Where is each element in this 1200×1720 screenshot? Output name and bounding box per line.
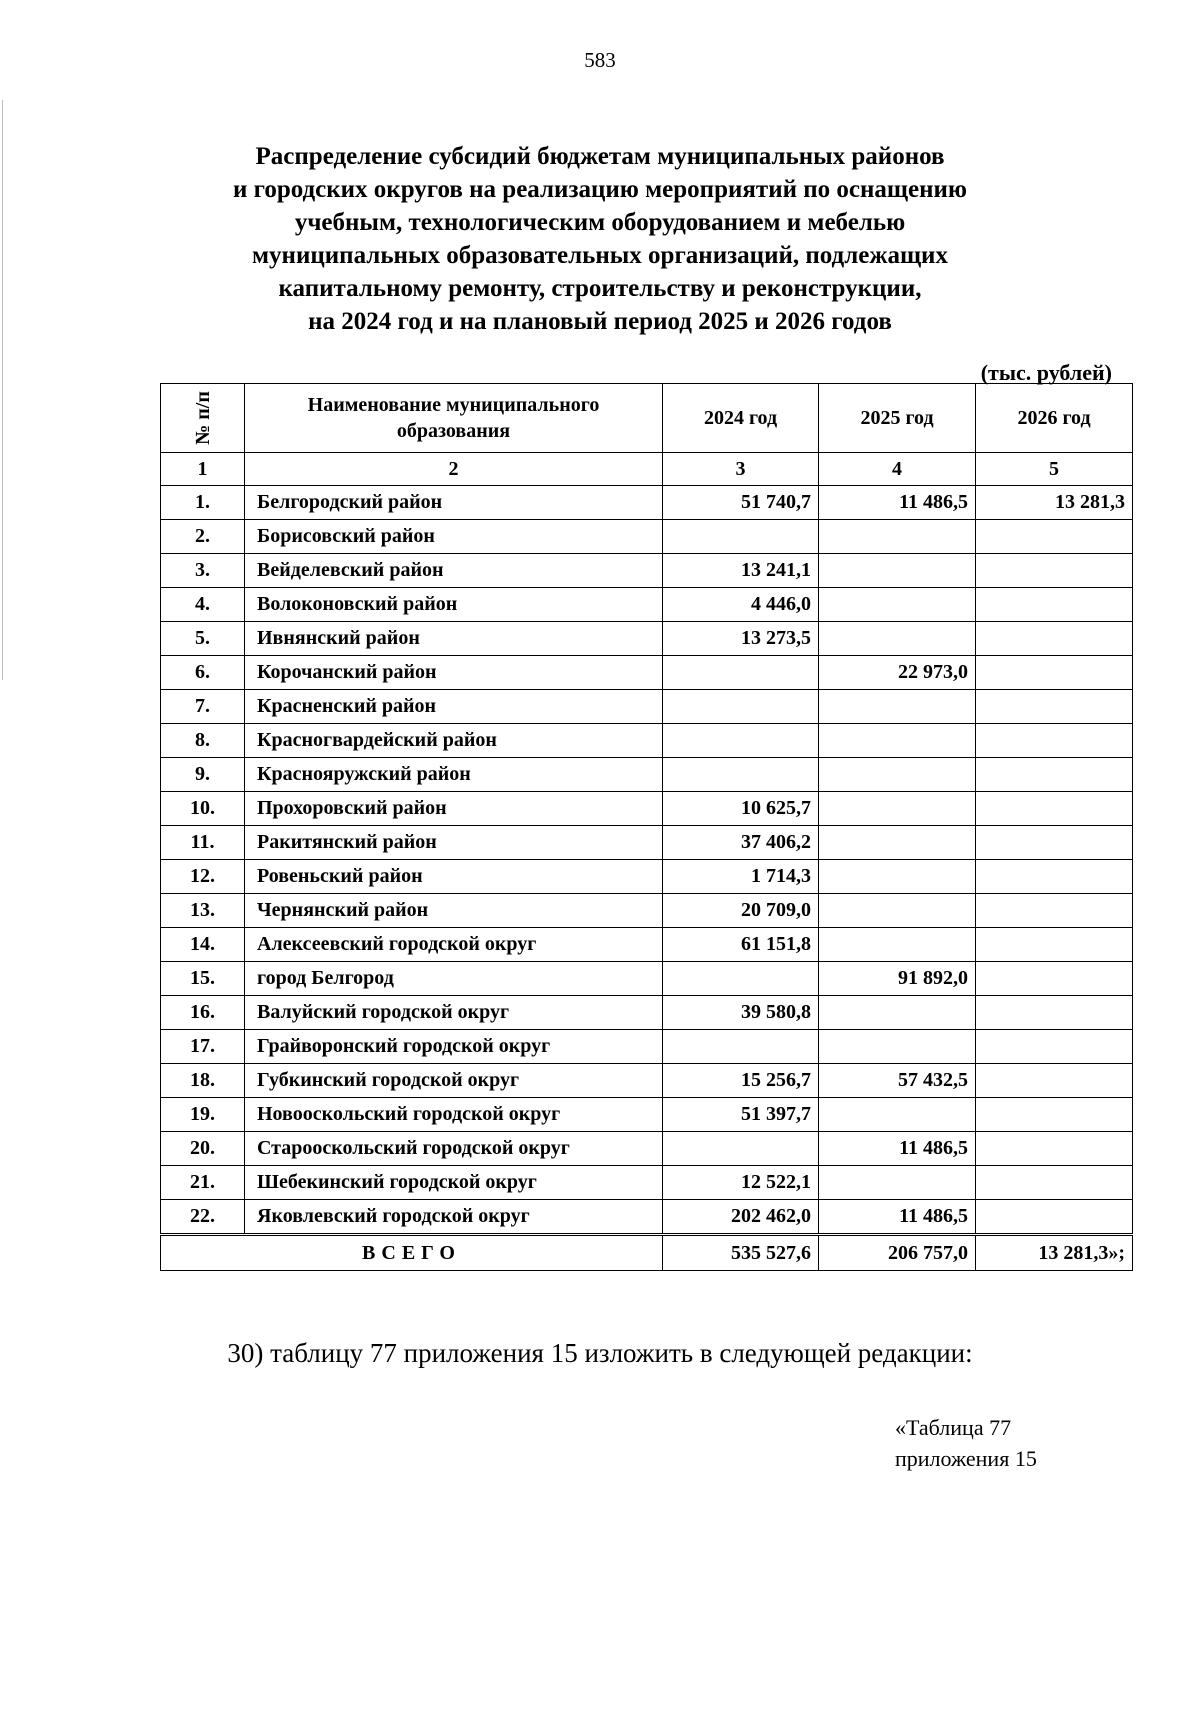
row-number: 17. (161, 1030, 245, 1064)
table-row (161, 724, 1133, 758)
row-number: 18. (161, 1064, 245, 1098)
row-number: 7. (161, 690, 245, 724)
row-value-2024 (663, 1132, 819, 1166)
row-value-2025: 22 973,0 (819, 656, 976, 690)
row-number: 20. (161, 1132, 245, 1166)
title-line: капитальному ремонту, строительству и реконструкции, (278, 275, 922, 302)
row-value-2024: 10 625,7 (663, 792, 819, 826)
row-name: Ивнянский район (245, 622, 663, 656)
row-number: 9. (161, 758, 245, 792)
table-row (161, 690, 1133, 724)
table-row (161, 962, 1133, 996)
header-name: Наименование муниципального образования (245, 384, 663, 453)
row-value-2026 (976, 622, 1133, 656)
row-value-2024 (663, 690, 819, 724)
row-name: Вейделевский район (245, 554, 663, 588)
row-number: 13. (161, 894, 245, 928)
row-number: 8. (161, 724, 245, 758)
row-name: Волоконовский район (245, 588, 663, 622)
row-value-2025: 57 432,5 (819, 1064, 976, 1098)
row-value-2024: 51 740,7 (663, 486, 819, 520)
row-value-2026 (976, 554, 1133, 588)
row-value-2026 (976, 928, 1133, 962)
row-name: Грайворонский городской округ (245, 1030, 663, 1064)
header-row (161, 384, 1133, 453)
row-value-2025 (819, 894, 976, 928)
row-value-2025 (819, 690, 976, 724)
row-value-2026 (976, 1030, 1133, 1064)
subsidy-table (160, 383, 1133, 1271)
row-value-2025 (819, 860, 976, 894)
row-value-2026 (976, 1166, 1133, 1200)
row-name: Красногвардейский район (245, 724, 663, 758)
row-value-2026 (976, 724, 1133, 758)
total-2025: 206 757,0 (819, 1235, 976, 1271)
row-number: 21. (161, 1166, 245, 1200)
row-value-2024: 39 580,8 (663, 996, 819, 1030)
table-row (161, 588, 1133, 622)
row-value-2025 (819, 724, 976, 758)
row-value-2025 (819, 826, 976, 860)
row-name: Новооскольский городской округ (245, 1098, 663, 1132)
row-name: Шебекинский городской округ (245, 1166, 663, 1200)
row-number: 16. (161, 996, 245, 1030)
row-value-2025 (819, 1098, 976, 1132)
table-row (161, 656, 1133, 690)
table-row (161, 520, 1133, 554)
row-name: Красненский район (245, 690, 663, 724)
header-2025: 2025 год (819, 384, 976, 453)
table-row (161, 554, 1133, 588)
row-value-2024 (663, 962, 819, 996)
col-number: 1 (161, 453, 245, 486)
row-value-2026 (976, 758, 1133, 792)
col-number: 3 (663, 453, 819, 486)
row-number: 22. (161, 1200, 245, 1235)
row-number: 11. (161, 826, 245, 860)
row-number: 2. (161, 520, 245, 554)
row-number: 5. (161, 622, 245, 656)
table-row (161, 1166, 1133, 1200)
row-value-2026 (976, 1200, 1133, 1235)
row-name: Ракитянский район (245, 826, 663, 860)
row-name: город Белгород (245, 962, 663, 996)
page-number: 583 (584, 48, 616, 72)
title-line: Распределение субсидий бюджетам муниципальных районов (255, 143, 945, 170)
row-value-2024 (663, 656, 819, 690)
row-value-2026 (976, 826, 1133, 860)
row-value-2025 (819, 588, 976, 622)
row-name: Белгородский район (245, 486, 663, 520)
row-value-2026 (976, 860, 1133, 894)
row-name: Яковлевский городской округ (245, 1200, 663, 1235)
row-value-2024 (663, 1030, 819, 1064)
row-number: 4. (161, 588, 245, 622)
row-value-2026 (976, 996, 1133, 1030)
table-reference-line: «Таблица 77 (895, 1415, 1012, 1440)
table-reference-line: приложения 15 (895, 1446, 1037, 1471)
row-value-2025: 91 892,0 (819, 962, 976, 996)
row-value-2026 (976, 520, 1133, 554)
total-row (161, 1235, 1133, 1271)
table-row (161, 758, 1133, 792)
table-row (161, 996, 1133, 1030)
table-row (161, 1064, 1133, 1098)
header-2026: 2026 год (976, 384, 1133, 453)
row-value-2024: 51 397,7 (663, 1098, 819, 1132)
table-row (161, 1030, 1133, 1064)
row-value-2025 (819, 1030, 976, 1064)
row-value-2025 (819, 554, 976, 588)
header-2024: 2024 год (663, 384, 819, 453)
row-value-2025 (819, 928, 976, 962)
title-line: учебным, технологическим оборудованием и мебелью (294, 209, 906, 236)
row-value-2026 (976, 588, 1133, 622)
table-row (161, 1098, 1133, 1132)
row-number: 1. (161, 486, 245, 520)
table-reference (895, 1412, 1037, 1474)
total-label: ВСЕГО (161, 1235, 663, 1271)
row-value-2024: 20 709,0 (663, 894, 819, 928)
row-value-2026: 13 281,3 (976, 486, 1133, 520)
col-number: 2 (245, 453, 663, 486)
table-row (161, 894, 1133, 928)
row-value-2024: 15 256,7 (663, 1064, 819, 1098)
row-value-2024: 4 446,0 (663, 588, 819, 622)
row-value-2024 (663, 724, 819, 758)
row-name: Ровеньский район (245, 860, 663, 894)
row-number: 10. (161, 792, 245, 826)
col-number: 4 (819, 453, 976, 486)
row-value-2026 (976, 894, 1133, 928)
row-value-2024: 12 522,1 (663, 1166, 819, 1200)
scan-edge-line (2, 100, 3, 680)
row-value-2026 (976, 792, 1133, 826)
instruction-text: 30) таблицу 77 приложения 15 изложить в следующей редакции: (227, 1338, 973, 1368)
title-line: муниципальных образовательных организаций, подлежащих (252, 242, 948, 269)
row-number: 19. (161, 1098, 245, 1132)
table-row (161, 1200, 1133, 1235)
header-number: № п/п (161, 384, 245, 453)
row-name: Валуйский городской округ (245, 996, 663, 1030)
row-value-2024 (663, 520, 819, 554)
row-name: Прохоровский район (245, 792, 663, 826)
row-value-2024: 202 462,0 (663, 1200, 819, 1235)
row-value-2025: 11 486,5 (819, 1132, 976, 1166)
row-number: 12. (161, 860, 245, 894)
row-value-2026 (976, 690, 1133, 724)
row-value-2026 (976, 1098, 1133, 1132)
table-row (161, 826, 1133, 860)
table-row (161, 622, 1133, 656)
table-row (161, 860, 1133, 894)
column-number-row (161, 453, 1133, 486)
title-line: и городских округов на реализацию мероприятий по оснащению (232, 176, 968, 203)
row-value-2025 (819, 758, 976, 792)
row-value-2025 (819, 1166, 976, 1200)
row-number: 6. (161, 656, 245, 690)
row-name: Борисовский район (245, 520, 663, 554)
row-value-2025 (819, 520, 976, 554)
table-row (161, 792, 1133, 826)
row-number: 14. (161, 928, 245, 962)
row-number: 3. (161, 554, 245, 588)
row-value-2025: 11 486,5 (819, 1200, 976, 1235)
title-line: на 2024 год и на плановый период 2025 и 2026 годов (308, 308, 892, 335)
row-value-2024: 13 273,5 (663, 622, 819, 656)
units-label: (тыс. рублей) (980, 360, 1112, 385)
row-value-2026 (976, 656, 1133, 690)
row-value-2026 (976, 962, 1133, 996)
row-value-2024 (663, 758, 819, 792)
row-value-2026 (976, 1064, 1133, 1098)
row-number: 15. (161, 962, 245, 996)
total-2024: 535 527,6 (663, 1235, 819, 1271)
row-value-2026 (976, 1132, 1133, 1166)
row-value-2024: 61 151,8 (663, 928, 819, 962)
row-value-2024: 13 241,1 (663, 554, 819, 588)
total-2026: 13 281,3»; (976, 1235, 1133, 1271)
table-row (161, 928, 1133, 962)
row-name: Чернянский район (245, 894, 663, 928)
row-value-2025 (819, 792, 976, 826)
row-name: Губкинский городской округ (245, 1064, 663, 1098)
row-value-2025 (819, 622, 976, 656)
row-name: Старооскольский городской округ (245, 1132, 663, 1166)
row-value-2024: 37 406,2 (663, 826, 819, 860)
row-value-2024: 1 714,3 (663, 860, 819, 894)
row-name: Корочанский район (245, 656, 663, 690)
row-value-2025: 11 486,5 (819, 486, 976, 520)
document-title (150, 140, 1050, 338)
table-row (161, 1132, 1133, 1166)
table-row (161, 486, 1133, 520)
row-name: Краснояружский район (245, 758, 663, 792)
row-name: Алексеевский городской округ (245, 928, 663, 962)
row-value-2025 (819, 996, 976, 1030)
col-number: 5 (976, 453, 1133, 486)
